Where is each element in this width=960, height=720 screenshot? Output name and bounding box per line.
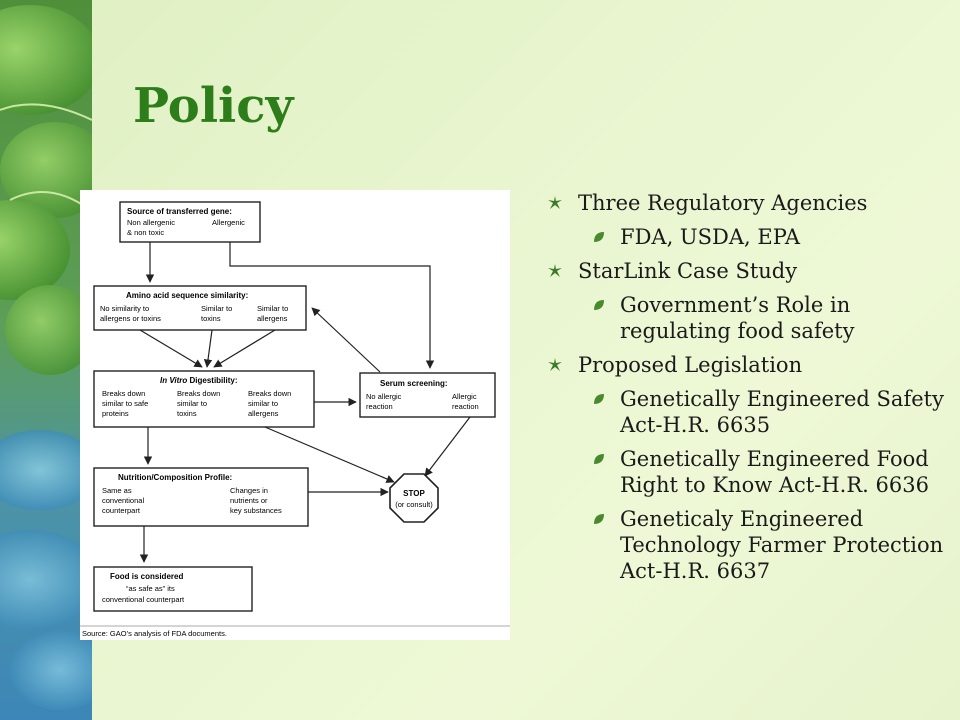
arrow-serum-stop	[425, 417, 470, 476]
bullet-leaf-icon	[592, 230, 606, 244]
nutrition-left-2: conventional	[102, 496, 145, 505]
bullet-leaf-icon	[592, 392, 606, 406]
bullet-star-icon	[548, 196, 562, 210]
food-line2: “as safe as” its	[126, 584, 175, 593]
bullet-text: StarLink Case Study	[578, 259, 798, 283]
bullet-item	[540, 292, 950, 344]
bullet-item	[540, 386, 950, 438]
food-title: Food is considered	[110, 572, 184, 581]
flowchart-svg	[80, 190, 510, 640]
source-left-2: & non toxic	[127, 228, 165, 237]
bullet-text: FDA, USDA, EPA	[620, 225, 801, 249]
stop-octagon	[390, 474, 438, 522]
amino-c1-1: No similarity to	[100, 304, 150, 313]
bullet-item	[540, 258, 950, 284]
invitro-c2-2: similar to	[177, 399, 208, 408]
source-left-1: Non allergenic	[127, 218, 175, 227]
serum-title: Serum screening:	[380, 379, 448, 388]
invitro-title: In Vitro Digestibility:	[160, 376, 238, 385]
leaf-strip-decoration	[0, 0, 92, 720]
stop-sub: (or consult)	[395, 500, 433, 509]
amino-c3-2: allergens	[257, 314, 288, 323]
source-right: Allergenic	[212, 218, 245, 227]
amino-c3-1: Similar to	[257, 304, 289, 313]
bullet-text: Proposed Legislation	[578, 353, 803, 377]
invitro-c2-3: toxins	[177, 409, 197, 418]
serum-right-2: reaction	[452, 402, 479, 411]
amino-c2-2: toxins	[201, 314, 221, 323]
bullet-list	[540, 190, 950, 592]
invitro-c1-1: Breaks down	[102, 389, 146, 398]
flowchart-figure	[80, 190, 510, 640]
nutrition-right-2: nutrients or	[230, 496, 268, 505]
bullet-star-icon	[548, 264, 562, 278]
bullet-item	[540, 224, 950, 250]
serum-right-1: Allergic	[452, 392, 477, 401]
source-title: Source of transferred gene:	[127, 207, 232, 216]
nutrition-right-3: key substances	[230, 506, 282, 515]
nutrition-left-3: counterpart	[102, 506, 140, 515]
bullet-text: Geneticaly Engineered Technology Farmer Protection Act-H.R. 6637	[620, 507, 944, 583]
stop-title: STOP	[403, 489, 425, 498]
bullet-text: Three Regulatory Agencies	[578, 191, 868, 215]
amino-title: Amino acid sequence similarity:	[126, 291, 249, 300]
slide-title: Policy	[133, 78, 294, 134]
bullet-item	[540, 190, 950, 216]
figure-caption: Source: GAO’s analysis of FDA documents.	[82, 629, 227, 638]
serum-left-1: No allergic	[366, 392, 402, 401]
invitro-c1-2: similar to safe	[102, 399, 149, 408]
bullet-item	[540, 352, 950, 378]
invitro-c2-1: Breaks down	[177, 389, 221, 398]
amino-c1-2: allergens or toxins	[100, 314, 161, 323]
serum-left-2: reaction	[366, 402, 393, 411]
bullet-leaf-icon	[592, 512, 606, 526]
invitro-c3-1: Breaks down	[248, 389, 292, 398]
amino-c2-1: Similar to	[201, 304, 233, 313]
leaf-image	[0, 0, 92, 720]
invitro-c3-2: similar to	[248, 399, 279, 408]
nutrition-right-1: Changes in	[230, 486, 268, 495]
bullet-text: Genetically Engineered Safety Act-H.R. 6635	[620, 387, 944, 437]
bullet-text: Genetically Engineered Food Right to Know Act-H.R. 6636	[620, 447, 929, 497]
food-line3: conventional counterpart	[102, 595, 185, 604]
bullet-star-icon	[548, 358, 562, 372]
arrow-serum-amino	[312, 308, 380, 372]
bullet-leaf-icon	[592, 452, 606, 466]
invitro-c1-3: proteins	[102, 409, 129, 418]
bullet-item	[540, 506, 950, 584]
invitro-c3-3: allergens	[248, 409, 279, 418]
bullet-text: Government’s Role in regulating food safety	[620, 293, 855, 343]
nutrition-left-1: Same as	[102, 486, 132, 495]
bullet-leaf-icon	[592, 298, 606, 312]
arrow-amino-invitro-2	[207, 330, 212, 367]
nutrition-title: Nutrition/Composition Profile:	[118, 473, 233, 482]
bullet-item	[540, 446, 950, 498]
arrow-amino-invitro-1	[140, 330, 202, 367]
arrow-amino-invitro-3	[214, 330, 275, 367]
